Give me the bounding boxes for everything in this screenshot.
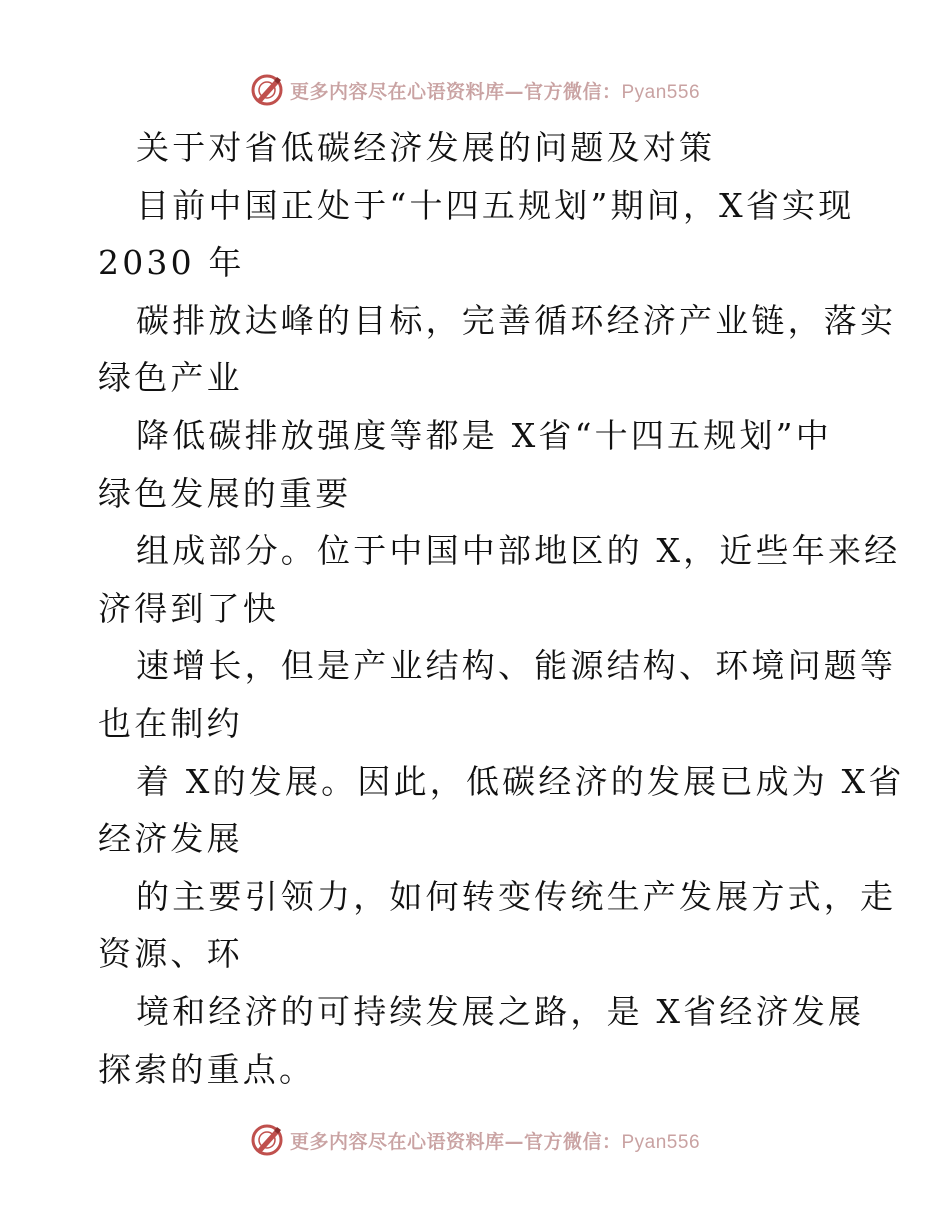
text-line: 经济发展 bbox=[98, 819, 243, 859]
text-line: 绿色发展的重要 bbox=[98, 473, 352, 513]
watermark-wechat-id: Pyan556 bbox=[621, 81, 701, 103]
text-line: 资源、环 bbox=[98, 934, 243, 974]
text-line: 绿色产业 bbox=[98, 358, 243, 398]
text-line: 速增长，但是产业结构、能源结构、环境问题等 bbox=[136, 646, 897, 686]
text-line: 目前中国正处于“十四五规划”期间，X省实现 bbox=[136, 185, 855, 225]
watermark-text: 更多内容尽在心语资料库—官方微信：Pyan556 bbox=[289, 80, 701, 103]
text-line: 探索的重点。 bbox=[98, 1049, 316, 1089]
text-line: 关于对省低碳经济发展的问题及对策 bbox=[136, 128, 716, 167]
text-line: 降低碳排放强度等都是 X省“十四五规划”中 bbox=[136, 415, 832, 455]
text-line: 组成部分。位于中国中部地区的 X，近些年来经 bbox=[136, 531, 901, 571]
text-line: 境和经济的可持续发展之路，是 X省经济发展 bbox=[136, 991, 865, 1031]
text-line: 碳排放达峰的目标，完善循环经济产业链，落实 bbox=[136, 300, 897, 340]
footer-watermark bbox=[0, 1120, 950, 1160]
pen-seal-logo-icon bbox=[250, 73, 284, 107]
text-line: 济得到了快 bbox=[98, 588, 279, 628]
text-line: 的主要引领力，如何转变传统生产发展方式，走 bbox=[136, 876, 897, 916]
text-line: 也在制约 bbox=[98, 703, 243, 743]
watermark-text: 更多内容尽在心语资料库—官方微信：Pyan556 bbox=[289, 1130, 701, 1153]
header-watermark bbox=[0, 70, 950, 110]
text-line: 着 X的发展。因此，低碳经济的发展已成为 X省 bbox=[136, 761, 905, 801]
watermark-wechat-id: Pyan556 bbox=[621, 1131, 701, 1153]
text-line: 2030 年 bbox=[98, 243, 245, 283]
document-body bbox=[98, 119, 905, 1098]
pen-seal-logo-icon bbox=[250, 1123, 284, 1157]
